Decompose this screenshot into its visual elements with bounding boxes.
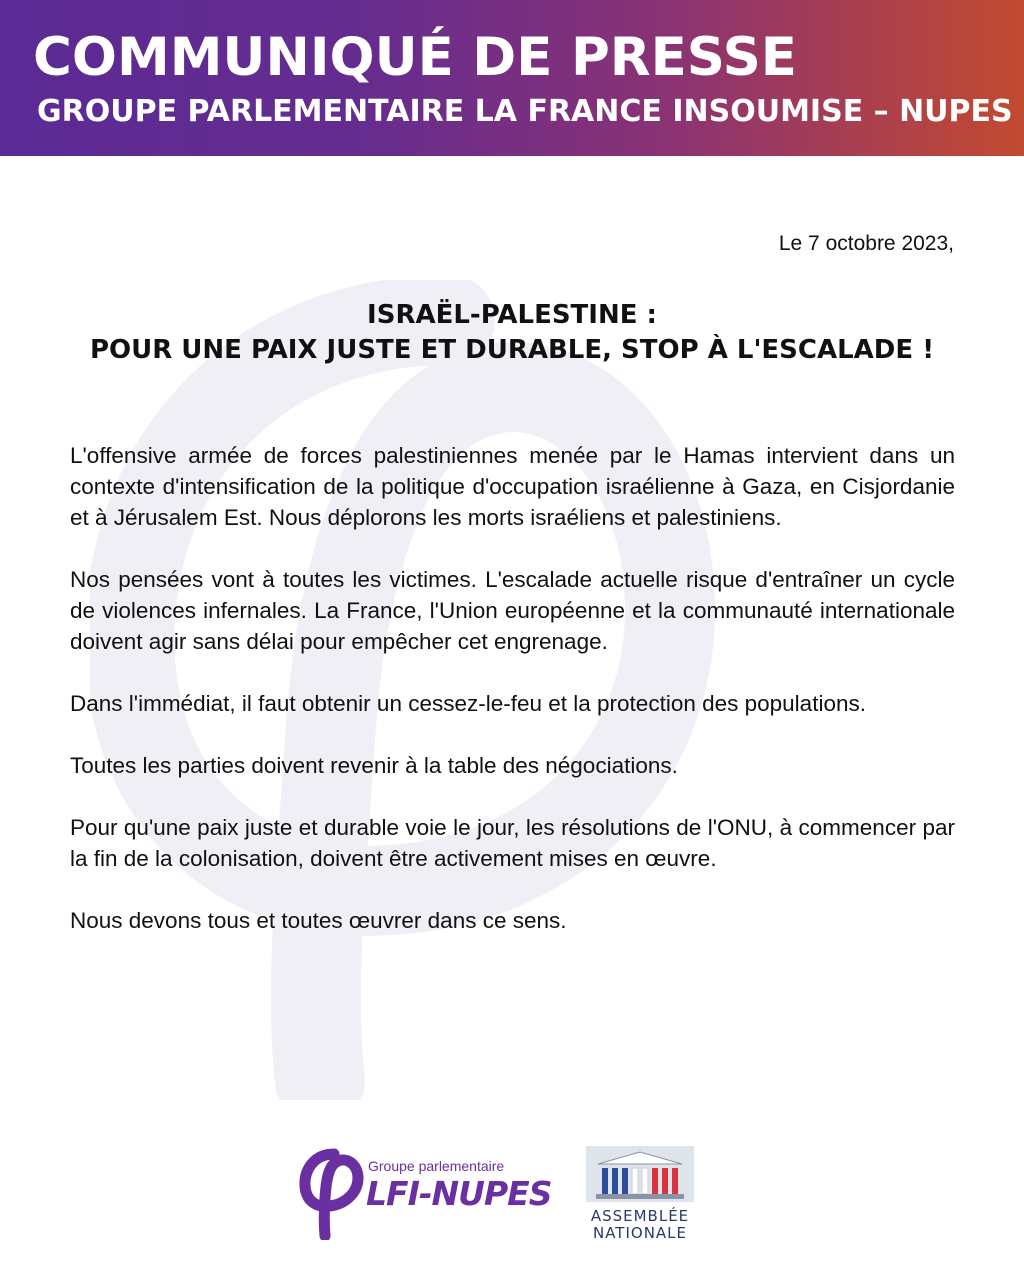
paragraph-5: Pour qu'une paix juste et durable voie le jour, les résolutions de l'ONU, à commencer par la fin de la colonisation, doivent être activement mises en œuvre. [70, 815, 955, 871]
headline-line-2: POUR UNE PAIX JUSTE ET DURABLE, STOP À L'ESCALADE ! [89, 335, 935, 365]
header-subtitle: GROUPE PARLEMENTAIRE LA FRANCE INSOUMISE – NUPES [37, 94, 1013, 129]
paragraph-6: Nous devons tous et toutes œuvrer dans ce sens. [70, 908, 567, 933]
phi-logo-icon [298, 1148, 368, 1240]
press-header [0, 0, 1024, 156]
press-date: Le 7 octobre 2023, [778, 232, 954, 255]
paragraph-1: L'offensive armée de forces palestiniennes menée par le Hamas intervient dans un contexte d'intensification de la politique d'occupation israélienne à Gaza, en Cisjordanie et à Jérusalem Est. Nous déplorons les morts israéliens et palestiniens. [70, 443, 955, 530]
assemblee-nationale-logo [584, 1144, 696, 1244]
lfi-logo-big-text: LFI-NUPES [366, 1174, 552, 1213]
assemblee-line-2: NATIONALE [592, 1224, 688, 1242]
header-title: COMMUNIQUÉ DE PRESSE [33, 27, 797, 88]
paragraph-4: Toutes les parties doivent revenir à la table des négociations. [70, 753, 678, 778]
hemicycle-icon [584, 1144, 696, 1204]
paragraph-3: Dans l'immédiat, il faut obtenir un cessez-le-feu et la protection des populations. [70, 691, 866, 716]
press-headline [0, 298, 1024, 368]
assemblee-line-1: ASSEMBLÉE [590, 1207, 690, 1225]
footer-logos [0, 1140, 1024, 1250]
headline-line-1: ISRAËL-PALESTINE : [367, 300, 657, 330]
lfi-nupes-logo [298, 1148, 552, 1240]
press-body [70, 440, 955, 967]
lfi-logo-small-text: Groupe parlementaire [368, 1158, 505, 1174]
paragraph-2: Nos pensées vont à toutes les victimes. L'escalade actuelle risque d'entraîner un cycle de violences infernales. La France, l'Union européenne et la communauté internationale doivent agir sans délai pour empêcher cet engrenage. [70, 567, 955, 654]
